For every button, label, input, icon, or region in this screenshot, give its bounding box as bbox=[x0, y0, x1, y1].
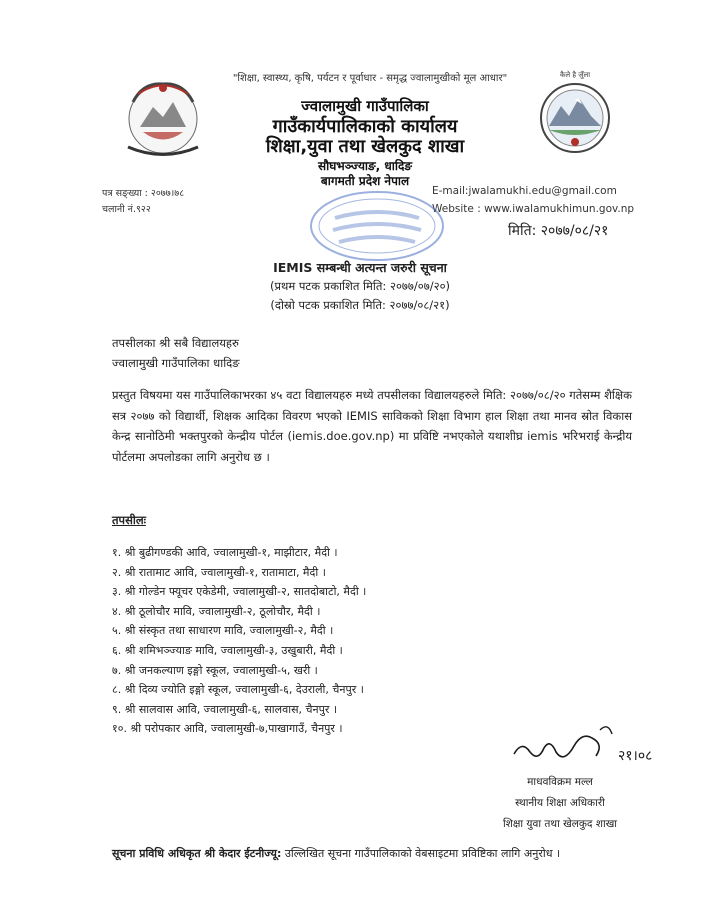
signatory-block bbox=[470, 772, 650, 835]
signature-date: २१।०८ bbox=[618, 748, 653, 764]
motto-line: "शिक्षा, स्वास्थ्य, कृषि, पर्यटन र पूर्वाधार - समृद्ध ज्वालामुखीको मूल आधार" bbox=[232, 73, 508, 84]
footnote-label: सूचना प्रविधि अधिकृत श्री केदार ईटनीज्यू: bbox=[112, 847, 282, 860]
list-item: १०. श्री परोपकार आवि, ज्वालामुखी-७,पाखागाउँ, चैनपुर । bbox=[112, 722, 343, 736]
list-item: ९. श्री सालवास आवि, ज्वालामुखी-६, सालवास, चैनपुर । bbox=[112, 702, 337, 716]
contact-block bbox=[432, 182, 634, 218]
signatory-department: शिक्षा युवा तथा खेलकुद शाखा bbox=[502, 818, 618, 830]
office-province: बागमती प्रदेश नेपाल bbox=[320, 174, 410, 188]
office-name: ज्वालामुखी गाउँपालिका bbox=[301, 97, 429, 115]
notice-title: IEMIS सम्बन्धी अत्यन्त जरुरी सूचना bbox=[273, 260, 447, 275]
list-item: ३. श्री गोल्डेन फ्यूचर एकेडेमी, ज्वालामुखी-२, सातदोबाटो, मैदी । bbox=[112, 585, 367, 599]
list-item: ८. श्री दिव्य ज्योति इङ्गो स्कूल, ज्वालामुखी-६, देउराली, चैनपुर । bbox=[112, 683, 364, 697]
municipality-logo bbox=[535, 68, 615, 168]
email-text: E-mail:jwalamukhi.edu@gmail.com bbox=[432, 185, 617, 197]
reference-block bbox=[102, 186, 184, 218]
addressee-line-1: तपसीलका श्री सबै विद्यालयहरु bbox=[112, 336, 239, 350]
list-item: ७. श्री जनकल्याण इङ्गो स्कूल, ज्वालामुखी-५, खरी । bbox=[112, 663, 318, 677]
footnote-text: उल्लिखित सूचना गाउँपालिकाको वेबसाइटमा प्रविष्टिका लागि अनुरोध । bbox=[281, 847, 561, 860]
website-text: Website : www.iwalamukhimun.gov.np bbox=[432, 203, 635, 215]
second-publication-date: (दोस्रो पटक प्रकाशित मिति: २०७७/०८/२१) bbox=[270, 298, 450, 312]
office-stamp bbox=[305, 188, 450, 263]
school-list bbox=[112, 543, 366, 739]
list-item: २. श्री रातामाट आवि, ज्वालामुखी-१, रातामाटा, मैदी । bbox=[112, 565, 326, 579]
dispatch-number: चलानी नं.९२२ bbox=[102, 204, 151, 215]
footnote bbox=[112, 846, 672, 861]
signatory-title: स्थानीय शिक्षा अधिकारी bbox=[515, 797, 605, 809]
addressee-block bbox=[112, 333, 240, 373]
nepal-emblem-logo bbox=[118, 72, 208, 162]
office-address: सौघभञ्ज्याङ, धादिङ bbox=[317, 159, 413, 173]
logo-motto-text: कैले है जुँला bbox=[559, 71, 591, 79]
body-paragraph: प्रस्तुत विषयमा यस गाउँपालिकाभरका ४५ वटा विद्यालयहरु मध्ये तपसीलका विद्यालयहरुले मिति: २०७७/०८/२० गतेसम्म शैक्षिक सत्र २०७७ को विद्यार्थी, शिक्षक आदिका विवरण भएको IEMIS साविकको शिक्षा विभाग हाल शिक्षा तथा मानव स्रोत विकास केन्द्र सानोठिमी भक्तपुरको केन्द्रीय पोर्टल (iemis.doe.gov.np) मा प्रविष्टि नभएकोले यथाशीघ्र iemis भरिभराई केन्द्रीय पोर्टलमा अपलोडका लागि अनुरोध छ । bbox=[112, 388, 632, 464]
first-publication-date: (प्रथम पटक प्रकाशित मिति: २०७७/०७/२०) bbox=[269, 279, 451, 293]
list-item: ४. श्री ठूलोचौर मावि, ज्वालामुखी-२, ठूलोचौर, मैदी । bbox=[112, 604, 321, 618]
signatory-name: माधवविक्रम मल्ल bbox=[527, 776, 593, 788]
list-item: ५. श्री संस्कृत तथा साधारण मावि, ज्वालामुखी-२, मैदी । bbox=[112, 624, 334, 638]
addressee-line-2: ज्वालामुखी गाउँपालिका धादिङ bbox=[112, 356, 240, 370]
list-item: १. श्री बुढीगण्डकी आवि, ज्वालामुखी-१, माझीटार, मैदी । bbox=[112, 546, 338, 559]
list-title: तपसीलः bbox=[112, 513, 146, 527]
letter-date: मिति: २०७७/०८/२१ bbox=[508, 223, 609, 239]
letter-number: पत्र सङ्ख्या : २०७७।७८ bbox=[102, 188, 185, 199]
department-name: शिक्षा,युवा तथा खेलकुद शाखा bbox=[265, 136, 465, 157]
list-item: ६. श्री शमिभञ्ज्याङ मावि, ज्वालामुखी-३, उखुबारी, मैदी । bbox=[112, 643, 343, 657]
office-title: गाउँकार्यपालिकाको कार्यालय bbox=[272, 116, 458, 137]
handwritten-signature bbox=[508, 718, 668, 778]
